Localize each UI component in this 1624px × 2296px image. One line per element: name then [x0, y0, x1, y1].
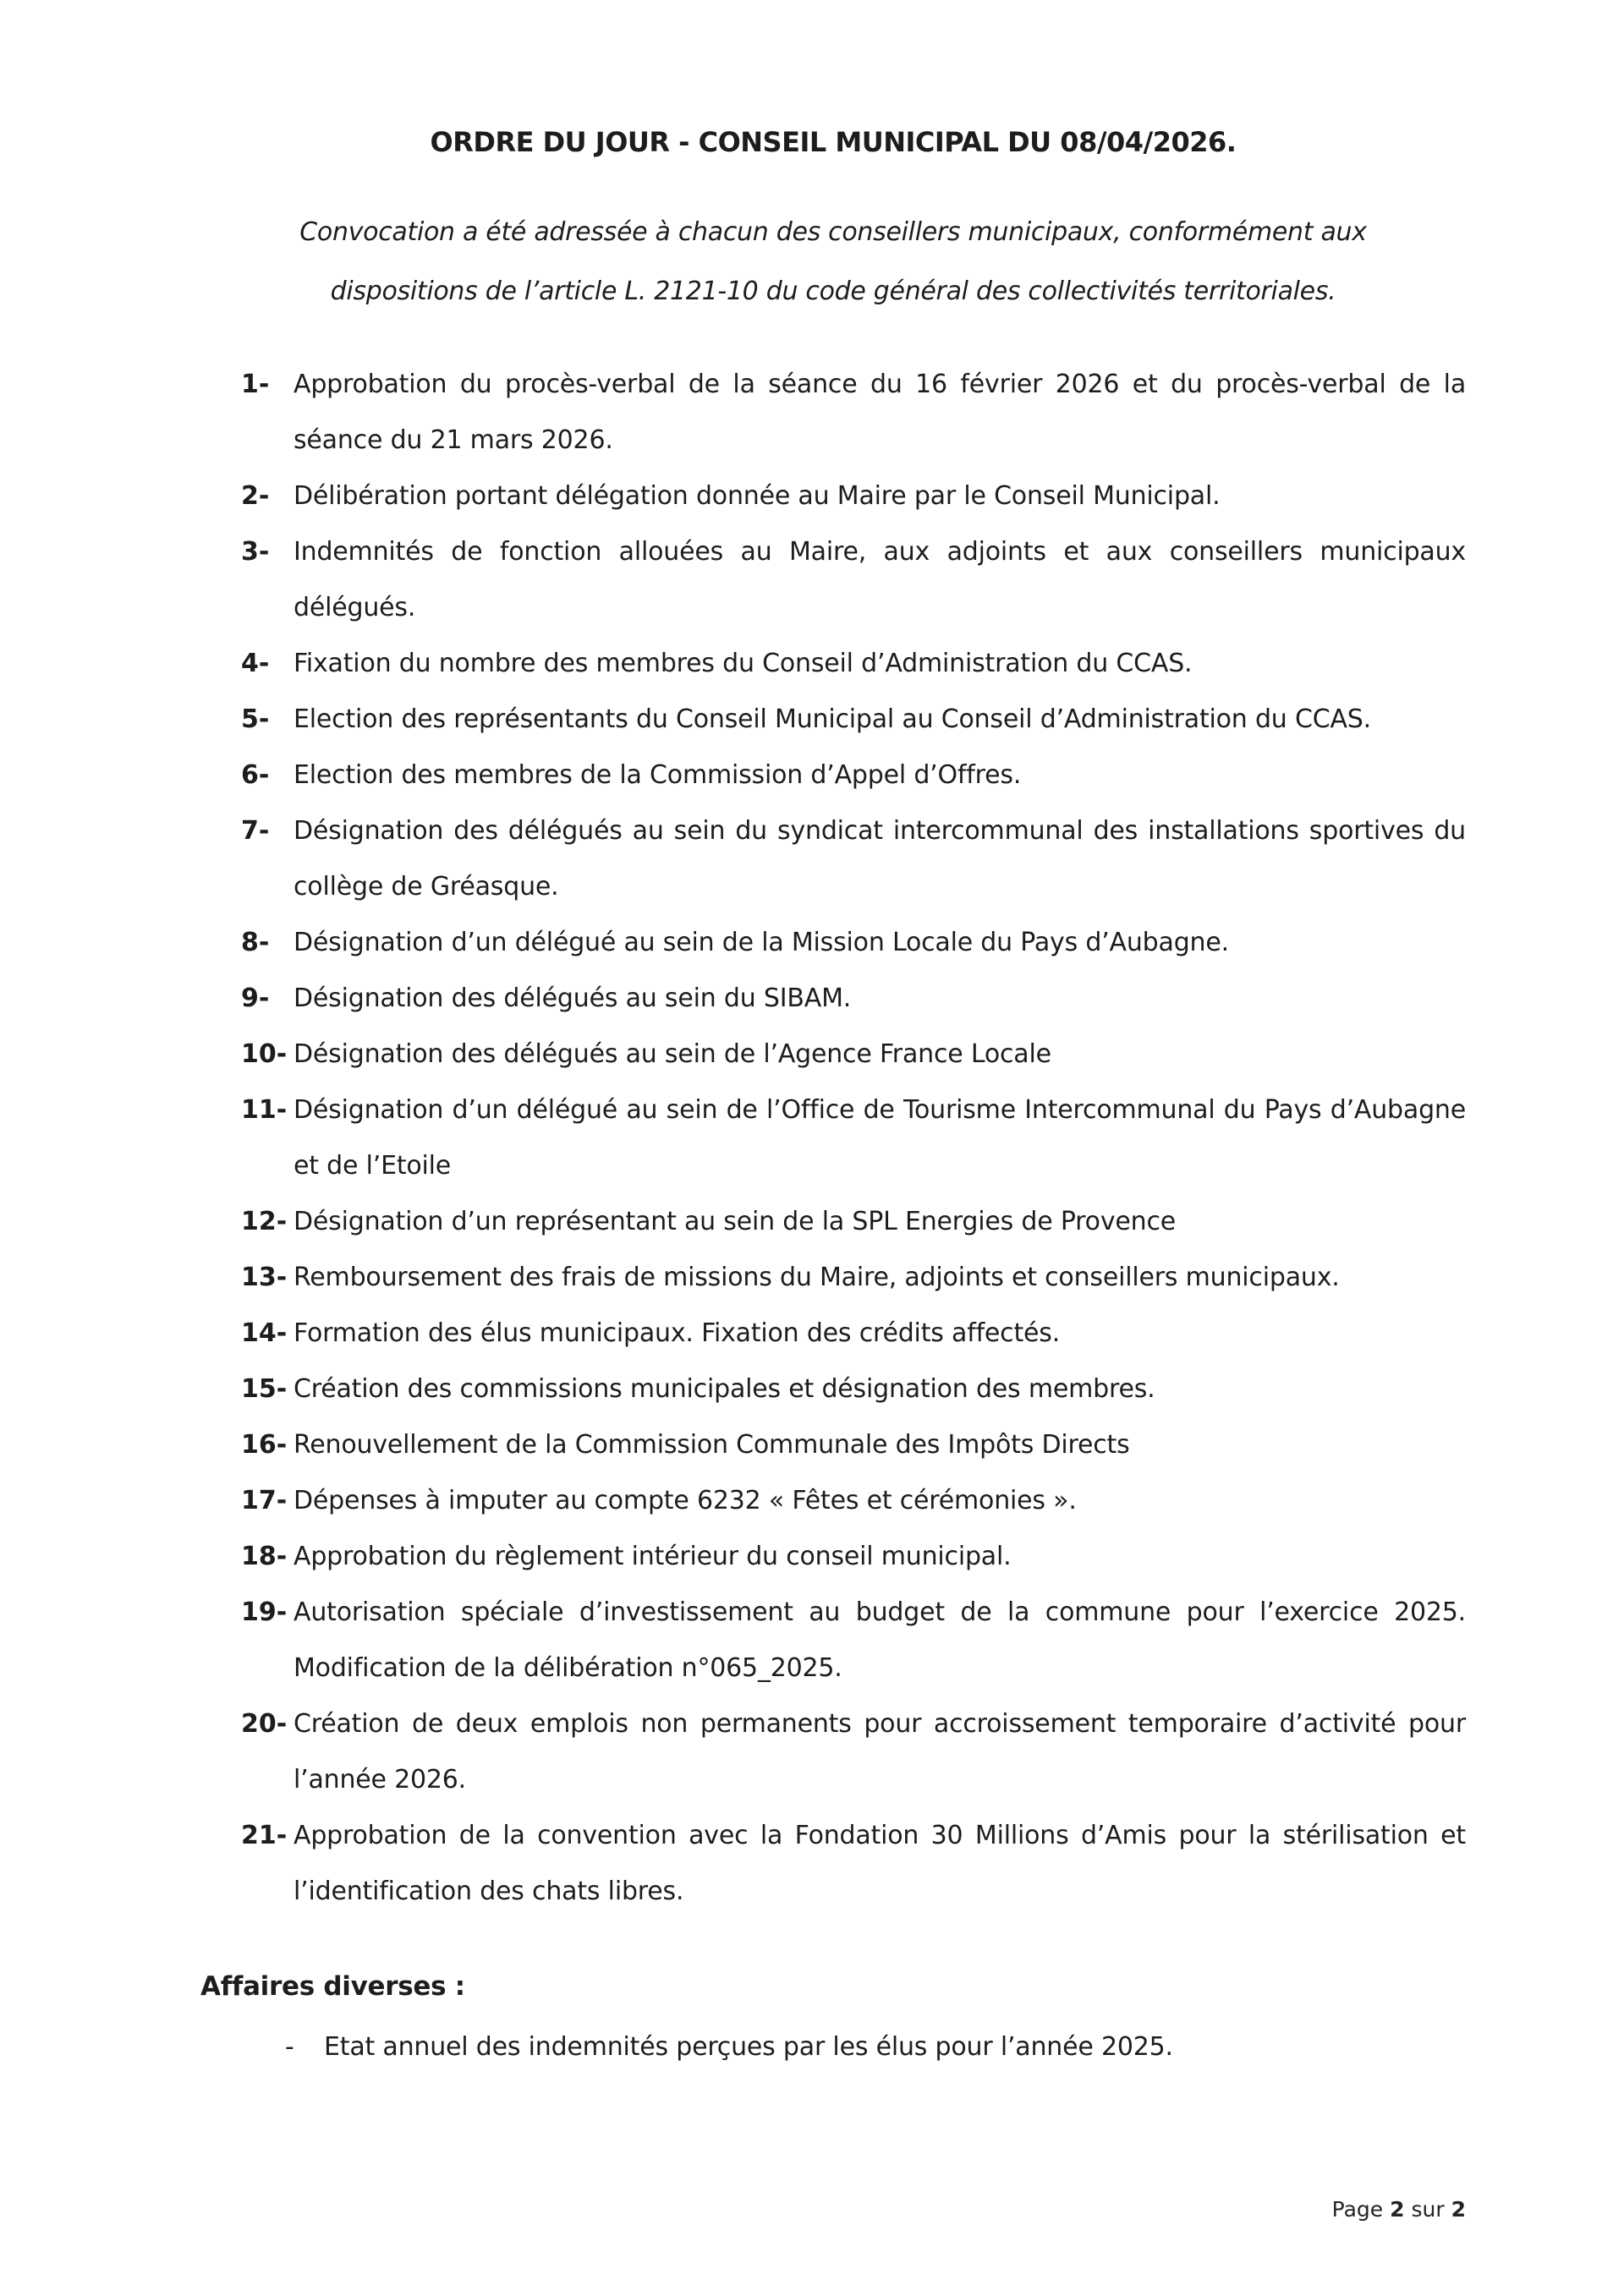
agenda-item-21 [241, 1808, 1466, 1920]
footer-label: Page [1331, 2197, 1384, 2222]
item-text: Délibération portant délégation donnée au Maire par le Conseil Municipal. [294, 481, 1221, 511]
agenda-item-6 [241, 748, 1466, 803]
item-number: 2- [241, 481, 270, 511]
agenda-list [241, 357, 1466, 1920]
agenda-item-7 [241, 803, 1466, 915]
item-number: 11- [241, 1095, 288, 1125]
agenda-item-14 [241, 1306, 1466, 1362]
item-number: 3- [241, 537, 270, 567]
affaires-diverses-heading: Affaires diverses : [200, 1971, 465, 2002]
agenda-item-5 [241, 692, 1466, 748]
item-number: 16- [241, 1430, 288, 1460]
item-text: Autorisation spéciale d’investissement au budget de la commune pour l’exercice 2025. Modification de la délibération n°065_2025. [294, 1597, 1466, 1683]
item-text: Désignation d’un représentant au sein de la SPL Energies de Provence [294, 1207, 1176, 1236]
agenda-item-17 [241, 1473, 1466, 1529]
item-number: 18- [241, 1542, 288, 1571]
item-text: Renouvellement de la Commission Communale des Impôts Directs [294, 1430, 1130, 1460]
affaires-item-text: Etat annuel des indemnités perçues par les élus pour l’année 2025. [324, 2032, 1173, 2062]
item-text: Création de deux emplois non permanents pour accroissement temporaire d’activité pour l’année 2026. [294, 1709, 1466, 1795]
item-number: 20- [241, 1709, 288, 1739]
item-text: Approbation du règlement intérieur du conseil municipal. [294, 1542, 1012, 1571]
page-footer [1332, 2197, 1466, 2222]
item-text: Election des membres de la Commission d’Appel d’Offres. [294, 760, 1022, 790]
item-text: Désignation des délégués au sein du SIBAM. [294, 984, 852, 1013]
item-number: 14- [241, 1318, 288, 1348]
item-text: Désignation d’un délégué au sein de l’Office de Tourisme Intercommunal du Pays d’Aubagne et de l’Etoile [294, 1095, 1466, 1181]
agenda-item-9 [241, 971, 1466, 1027]
affaires-item [285, 2019, 1466, 2075]
item-number: 10- [241, 1039, 288, 1069]
item-text: Fixation du nombre des membres du Conseil d’Administration du CCAS. [294, 649, 1193, 678]
item-text: Dépenses à imputer au compte 6232 « Fêtes et cérémonies ». [294, 1486, 1077, 1515]
item-number: 5- [241, 704, 270, 734]
item-text: Formation des élus municipaux. Fixation des crédits affectés. [294, 1318, 1061, 1348]
convocation-note: Convocation a été adressée à chacun des conseillers municipaux, conformément aux dispositions de l’article L. 2121-10 du code général des collectivités territoriales. [299, 217, 1367, 306]
item-number: 12- [241, 1207, 288, 1236]
item-text: Création des commissions municipales et désignation des membres. [294, 1374, 1155, 1404]
agenda-item-3 [241, 524, 1466, 636]
item-number: 13- [241, 1263, 288, 1292]
agenda-item-10 [241, 1027, 1466, 1082]
item-text: Approbation de la convention avec la Fondation 30 Millions d’Amis pour la stérilisation et l’identification des chats libres. [294, 1821, 1466, 1906]
document-title: ORDRE DU JOUR - CONSEIL MUNICIPAL DU 08/04/2026. [430, 126, 1237, 158]
footer-page-number: 2 [1390, 2197, 1405, 2222]
item-number: 17- [241, 1486, 288, 1515]
agenda-item-4 [241, 636, 1466, 692]
dash-bullet: - [285, 2032, 294, 2062]
footer-total-pages: 2 [1451, 2197, 1466, 2222]
item-number: 19- [241, 1597, 288, 1627]
item-number: 7- [241, 816, 270, 846]
agenda-item-8 [241, 915, 1466, 971]
item-number: 8- [241, 928, 270, 957]
item-number: 15- [241, 1374, 288, 1404]
item-text: Approbation du procès-verbal de la séance du 16 février 2026 et du procès-verbal de la séance du 21 mars 2026. [294, 370, 1466, 455]
item-text: Remboursement des frais de missions du Maire, adjoints et conseillers municipaux. [294, 1263, 1340, 1292]
agenda-item-15 [241, 1362, 1466, 1417]
item-number: 6- [241, 760, 270, 790]
item-text: Indemnités de fonction allouées au Maire, aux adjoints et aux conseillers municipaux délégués. [294, 537, 1466, 622]
agenda-item-16 [241, 1417, 1466, 1473]
item-number: 1- [241, 370, 270, 399]
agenda-item-12 [241, 1194, 1466, 1250]
item-text: Election des représentants du Conseil Municipal au Conseil d’Administration du CCAS. [294, 704, 1371, 734]
agenda-item-18 [241, 1529, 1466, 1585]
footer-separator: sur [1411, 2197, 1445, 2222]
item-text: Désignation d’un délégué au sein de la Mission Locale du Pays d’Aubagne. [294, 928, 1229, 957]
agenda-item-19 [241, 1585, 1466, 1696]
item-number: 9- [241, 984, 270, 1013]
agenda-item-2 [241, 469, 1466, 524]
item-number: 4- [241, 649, 270, 678]
item-text: Désignation des délégués au sein de l’Agence France Locale [294, 1039, 1051, 1069]
agenda-item-13 [241, 1250, 1466, 1306]
item-text: Désignation des délégués au sein du syndicat intercommunal des installations sportives du collège de Gréasque. [294, 816, 1466, 901]
agenda-item-11 [241, 1082, 1466, 1194]
agenda-item-20 [241, 1696, 1466, 1808]
agenda-item-1 [241, 357, 1466, 469]
item-number: 21- [241, 1821, 288, 1850]
